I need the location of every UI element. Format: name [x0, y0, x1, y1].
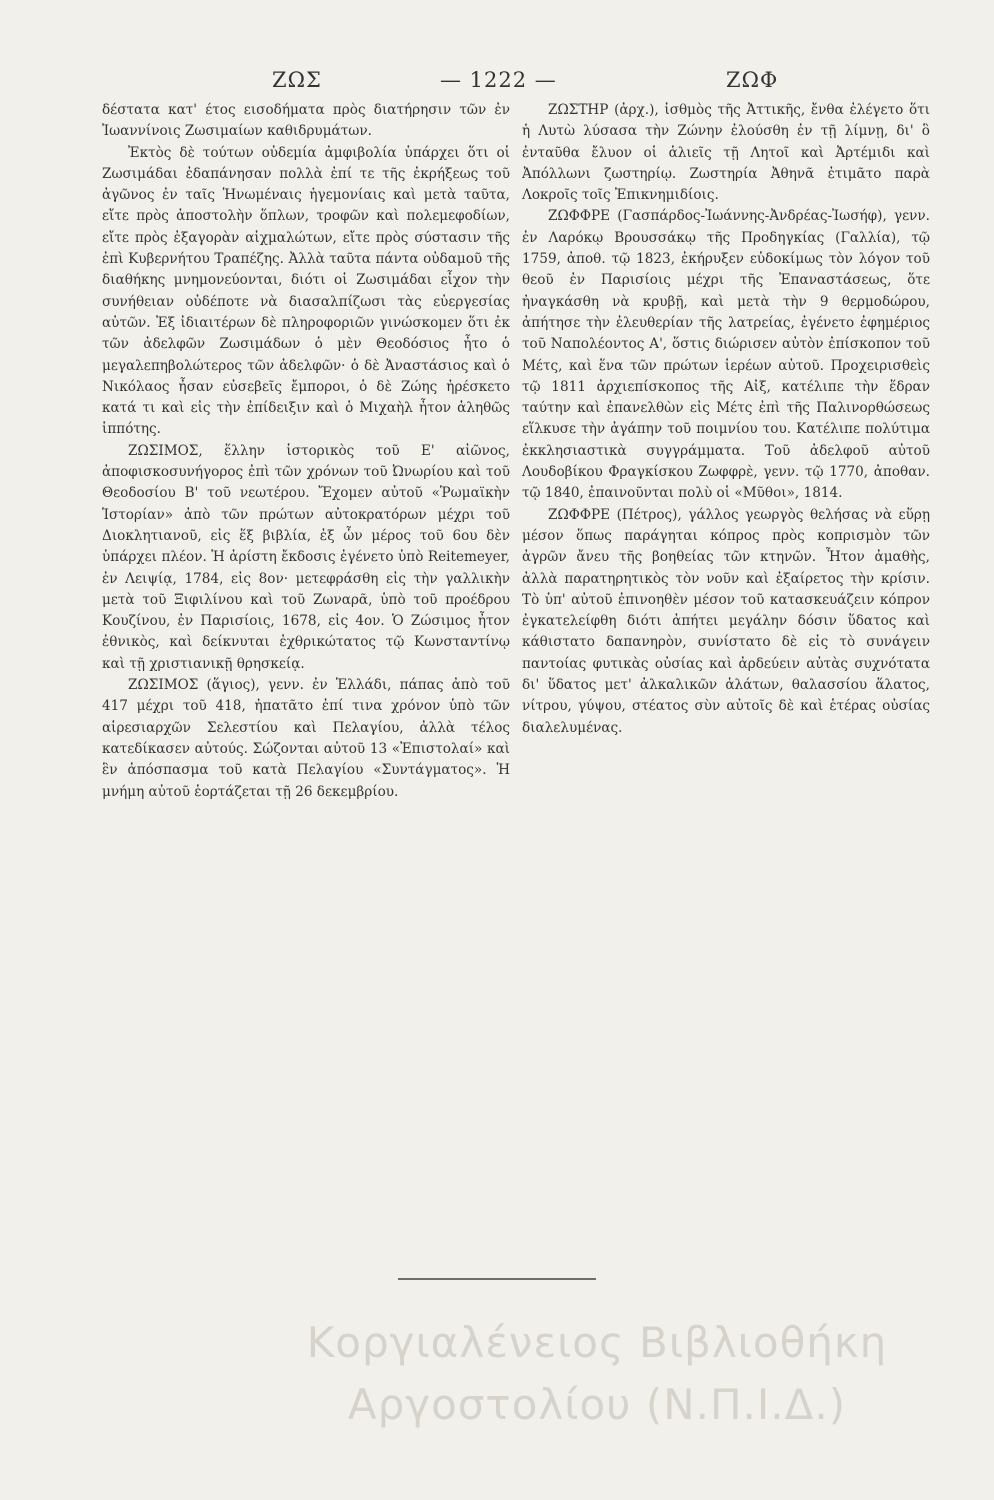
end-divider [398, 1278, 596, 1280]
entry-joffre-gaspard: ΖΩΦΦΡΕ (Γασπάρδος-Ἰωάννης-Ἀνδρέας-Ἰωσήφ), γενν. ἐν Λαρόκῳ Βρουσσάκῳ τῆς Προδηγκίας (Γαλλία), τῷ 1759, ἀποθ. τῷ 1823, ἐκήρυξεν εὐδοκίμως τὸν λόγον τοῦ θεοῦ ἐν Παρισίοις μέχρι τῆς Ἐπαναστάσεως, ὅτε ἠναγκάσθη νὰ κρυβῇ, καὶ μετὰ τὴν 9 θερμοδώρου, ἀπήτησε τὴν ἐλευθερίαν τῆς λατρείας, ἐγένετο ἐφημέριος τοῦ Ναπολέοντος Α', ὅστις διώρισεν αὐτὸν ἐπίσκοπον τοῦ Μέτς, καὶ ἕνα τῶν πρώτων ἱερέων αὐτοῦ. Προχειρισθεὶς τῷ 1811 ἀρχιεπίσκοπος τῆς Αἰξ, κατέλιπε τὴν ἕδραν ταύτην καὶ ἐπανελθὼν εἰς Μέτς ἐπὶ τῆς Παλινορθώσεως εἵλκυσε τὴν ἀγάπην τοῦ ποιμνίου του. Κατέλιπε πολύτιμα ἐκκλησιαστικὰ συγγράμματα. Τοῦ ἀδελφοῦ αὐτοῦ Λουδοβίκου Φραγκίσκου Ζωφφρὲ, γενν. τῷ 1770, ἀποθαν. τῷ 1840, ἐπαινοῦνται πολὺ οἱ «Μῦθοι», 1814. [522, 208, 930, 502]
left-column [102, 100, 510, 803]
entry-joffre-pierre: ΖΩΦΦΡΕ (Πέτρος), γάλλος γεωργὸς θελήσας νὰ εὕρῃ μέσον ὅπως παράγηται κόπρος πρὸς κοπρισμὸν τῶν ἀγρῶν ἄνευ τῆς βοηθείας τῶν κτηνῶν. Ἦτον ἀμαθὴς, ἀλλὰ παρατηρητικὸς τὸν νοῦν καὶ ἐξαίρετος τὴν κρίσιν. Τὸ ὑπ' αὐτοῦ ἐπινοηθὲν μέσον τοῦ κατασκευάζειν κόπρον ἐγκατελείφθη διότι ἀπήτει μεγάλην δόσιν ὕδατος καὶ κάθιστατο δαπανηρὸν, συνίστατο δὲ εἰς τὸ συνάγειν παντοίας φυτικὰς οὐσίας καὶ ἀρδεύειν αὐτὰς συχνότατα δι' ὕδατος μετ' ἀλκαλικῶν ἁλάτων, θαλασσίου ἅλατος, νίτρου, γύψου, στέατος σὺν αὐτοῖς δὲ καὶ ἑτέρας οὐσίας διαλελυμένας. [522, 506, 930, 736]
entry-zosimos-saint: ΖΩΣΙΜΟΣ (ἅγιος), γενν. ἐν Ἑλλάδι, πάπας ἀπὸ τοῦ 417 μέχρι τοῦ 418, ἠπατᾶτο ἐπί τινα χρόνον ὑπὸ τῶν αἱρεσιαρχῶν Σελεστίου καὶ Πελαγίου, ἀλλὰ τέλος κατεδίκασεν αὐτούς. Σώζονται αὐτοῦ 13 «Ἐπιστολαί» καὶ ἓν ἀπόσπασμα τοῦ κατὰ Πελαγίου «Συντάγματος». Ἡ μνήμη αὐτοῦ ἑορτάζεται τῇ 26 δεκεμβρίου. [102, 677, 510, 800]
paragraph: δέστατα κατ' έτος εισοδήματα πρὸς διατήρησιν τῶν ἐν Ἰωαννίνοις Ζωσιμαίων καθιδρυμάτων. [102, 102, 510, 140]
page-number: — 1222 — [440, 68, 557, 92]
right-column [522, 100, 930, 739]
entry-zoster: ΖΩΣΤΗΡ (ἀρχ.), ἰσθμὸς τῆς Ἀττικῆς, ἔνθα ἐλέγετο ὅτι ἡ Λυτὼ λύσασα τὴν Ζώνην ἐλούσθη ἐν τῇ λίμνῃ, δι' ὃ ἐνταῦθα ἔλυον οἱ ἁλιεῖς τῇ Λητοῖ καὶ Ἀρτέμιδι καὶ Ἀπόλλωνι ζωστηρίῳ. Ζωστηρία Ἀθηνᾶ ἐτιμᾶτο παρὰ Λοκροῖς τοῖς Ἐπικνημιδίοις. [522, 102, 930, 204]
library-watermark-line1: Κοργιαλένειος Βιβλιοθήκη [306, 1318, 888, 1367]
header-left-guide-word: ΖΩΣ [272, 68, 322, 92]
running-header [0, 68, 994, 98]
paragraph: Ἐκτὸς δὲ τούτων οὐδεμία ἀμφιβολία ὑπάρχει ὅτι οἱ Ζωσιμάδαι ἐδαπάνησαν πολλὰ ἐπί τε τῆς ἐκρήξεως τοῦ ἀγῶνος ἐν ταῖς Ἡνωμέναις ἡγεμονίαις καὶ μετὰ ταῦτα, εἴτε πρὸς ἀποστολὴν ὅπλων, τροφῶν καὶ πολεμεφοδίων, εἴτε πρὸς ἐξαγορὰν αἰχμαλώτων, εἴτε πρὸς σύστασιν τῆς ἐπὶ Κυβερνήτου Τραπέζης. Ἀλλὰ ταῦτα πάντα οὐδαμοῦ τῆς διαθήκης μνημονεύονται, διότι οἱ Ζωσιμάδαι εἶχον τὴν συνήθειαν οὐδέποτε νὰ διασαλπίζωσι τὰς εὐεργεσίας αὐτῶν. Ἐξ ἰδιαιτέρων δὲ πληροφοριῶν γινώσκομεν ὅτι ἐκ τῶν ἀδελφῶν Ζωσιμάδων ὁ μὲν Θεοδόσιος ἦτο ὁ μεγαλεπηβολώτερος τῶν ἀδελφῶν· ὁ δὲ Ἀναστάσιος καὶ ὁ Νικόλαος ἦσαν εὐσεβεῖς ἔμποροι, ὁ δὲ Ζώης ἠρέσκετο κατά τι καὶ εἰς τὴν ἐπίδειξιν καὶ ὁ Μιχαὴλ ἦτον ἀληθῶς ἱππότης. [102, 144, 510, 438]
entry-zosimos-historian: ΖΩΣΙΜΟΣ, ἕλλην ἱστορικὸς τοῦ Ε' αἰῶνος, ἀποφισκοσυνήγορος ἐπὶ τῶν χρόνων τοῦ Ὠνωρίου καὶ τοῦ Θεοδοσίου Β' τοῦ νεωτέρου. Ἔχομεν αὐτοῦ «Ῥωμαϊκὴν Ἱστορίαν» ἀπὸ τῶν πρώτων αὐτοκρατόρων μέχρι τοῦ Διοκλητιανοῦ, εἰς ἕξ βιβλία, ἐξ ὧν μέρος τοῦ 6ου δὲν ὑπάρχει πλέον. Ἡ ἀρίστη ἔκδοσις ἐγένετο ὑπὸ Reitemeyer, ἐν Λειψίᾳ, 1784, εἰς 8ον· μετεφράσθη εἰς τὴν γαλλικὴν μετὰ τοῦ Ξιφιλίνου καὶ τοῦ Ζωναρᾶ, ὑπὸ τοῦ προέδρου Κουζίνου, ἐν Παρισίοις, 1678, εἰς 4ον. Ὁ Ζώσιμος ἦτον ἐθνικὸς, καὶ δείκνυται ἐχθρικώτατος τῷ Κωνσταντίνῳ καὶ τῇ χριστιανικῇ θρησκείᾳ. [102, 442, 510, 672]
library-watermark-line2: Αργοστολίου (Ν.Π.Ι.Δ.) [347, 1380, 847, 1429]
header-right-guide-word: ΖΩΦ [726, 68, 779, 92]
